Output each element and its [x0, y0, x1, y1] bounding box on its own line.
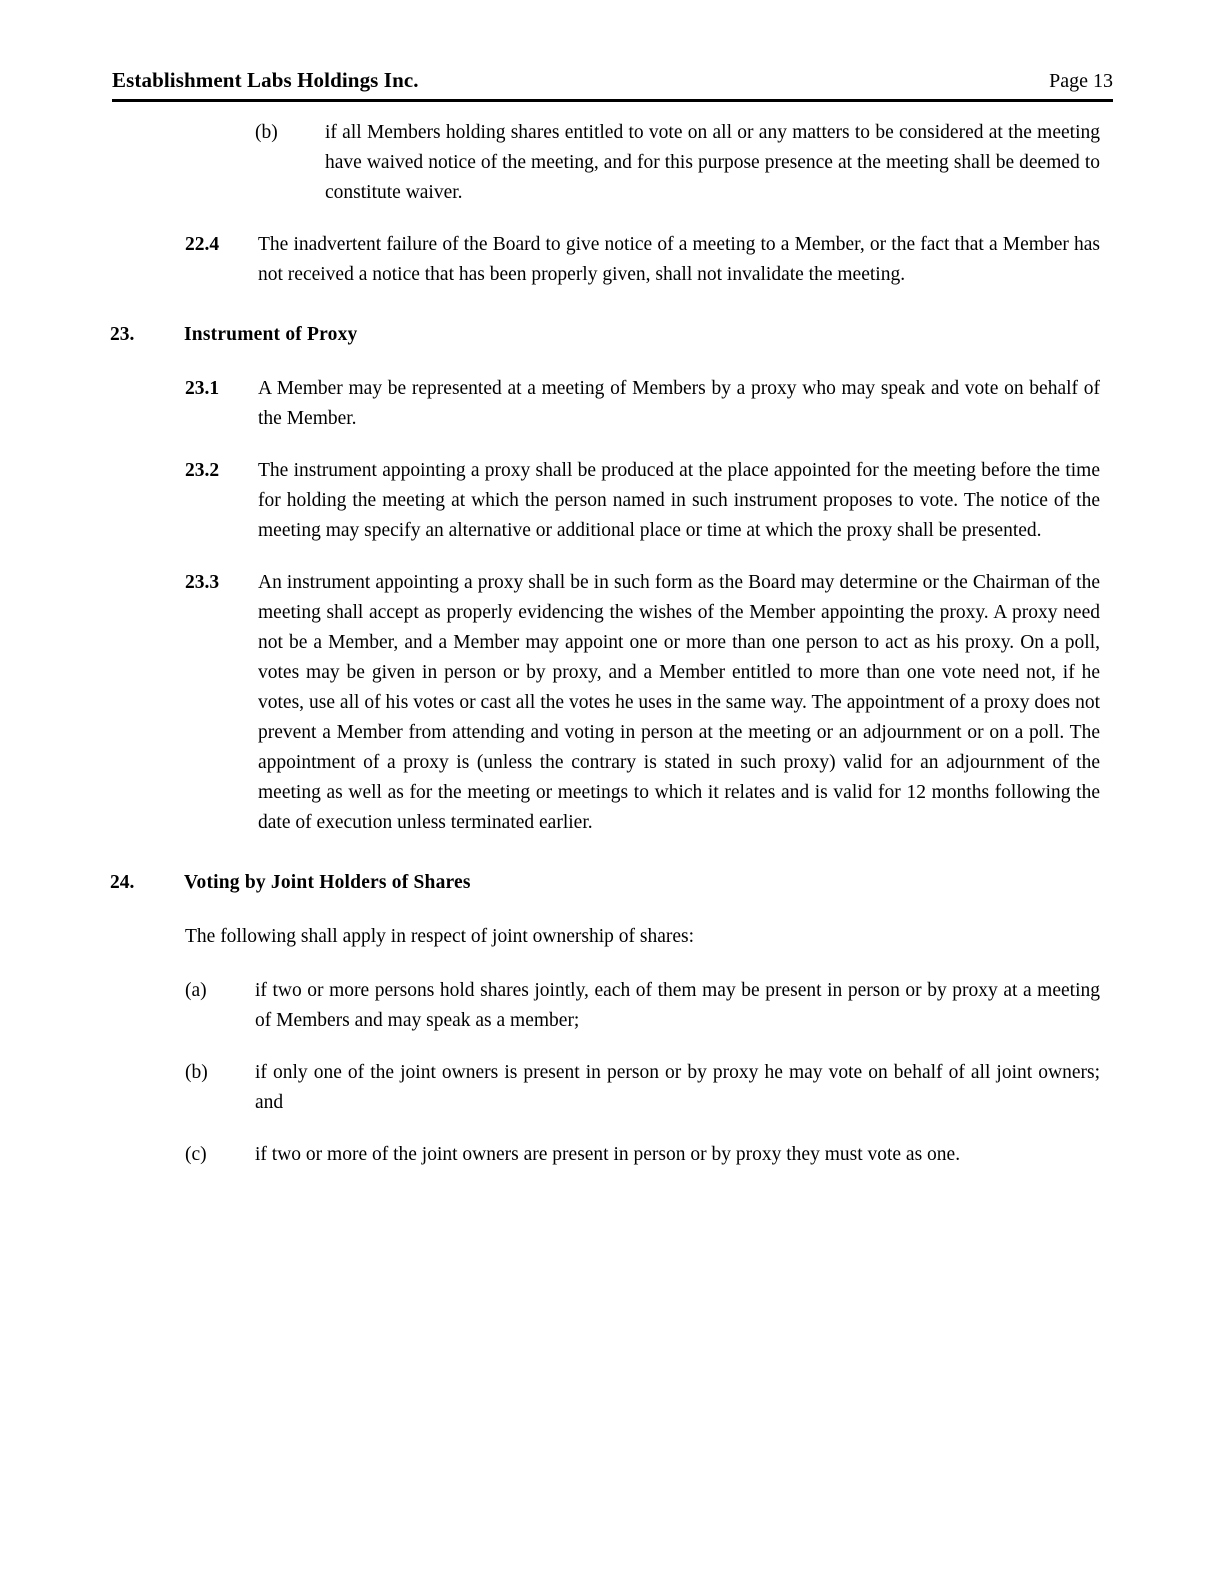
- clause-marker: 23.2: [185, 460, 220, 481]
- clause-text: A Member may be represented at a meeting of Members by a proxy who may speak and vote on behalf of the Member.: [258, 378, 1100, 429]
- section-marker: 23.: [110, 324, 135, 345]
- document-body: [0, 118, 1224, 1192]
- clause-24-a: [0, 976, 1224, 1036]
- clause-24-c: [0, 1140, 1224, 1170]
- clause-marker: 22.4: [185, 234, 220, 255]
- section-heading-23: [0, 320, 1224, 350]
- clause-marker: 23.1: [185, 378, 220, 399]
- clause-marker: 23.3: [185, 572, 220, 593]
- clause-23-2: [0, 456, 1224, 546]
- clause-text: An instrument appointing a proxy shall be in such form as the Board may determine or the Chairman of the meeting shall accept as properly evidencing the wishes of the Member appointing the proxy. A proxy need not be a Member, and a Member may appoint one or more than one person to act as his proxy. On a poll, votes may be given in person or by proxy, and a Member entitled to more than one vote need not, if he votes, use all of his votes or cast all the votes he uses in the same way. The appointment of a proxy does not prevent a Member from attending and voting in person at the meeting or an adjournment or on a poll. The appointment of a proxy is (unless the contrary is stated in such proxy) valid for an adjournment of the meeting as well as for the meeting or meetings to which it relates and is valid for 12 months following the date of execution unless terminated earlier.: [258, 572, 1100, 833]
- section-heading-24: [0, 868, 1224, 898]
- clause-22-4: [0, 230, 1224, 290]
- section-title: Instrument of Proxy: [184, 324, 358, 345]
- section-24-leadin: The following shall apply in respect of joint ownership of shares:: [185, 926, 695, 947]
- clause-23-1: [0, 374, 1224, 434]
- clause-text: if all Members holding shares entitled to vote on all or any matters to be considered at the meeting have waived notice of the meeting, and for this purpose presence at the meeting shall be deemed to constitute waiver.: [325, 122, 1100, 203]
- page-header: [112, 68, 1113, 93]
- clause-text: if two or more of the joint owners are present in person or by proxy they must vote as one.: [255, 1144, 961, 1165]
- header-divider: [112, 99, 1113, 102]
- clause-23-3: [0, 568, 1224, 838]
- clause-marker: (a): [185, 980, 207, 1001]
- document-title: Establishment Labs Holdings Inc.: [112, 68, 419, 92]
- page-number: Page 13: [1049, 70, 1113, 92]
- clause-text: The inadvertent failure of the Board to give notice of a meeting to a Member, or the fact that a Member has not received a notice that has been properly given, shall not invalidate the meeting.: [258, 234, 1100, 285]
- clause-24-b: [0, 1058, 1224, 1118]
- clause-marker: (b): [185, 1062, 208, 1083]
- section-marker: 24.: [110, 872, 135, 893]
- clause-text: if two or more persons hold shares jointly, each of them may be present in person or by proxy at a meeting of Members and may speak as a member;: [255, 980, 1100, 1031]
- clause-marker: (c): [185, 1144, 207, 1165]
- clause-text: if only one of the joint owners is present in person or by proxy he may vote on behalf of all joint owners; and: [255, 1062, 1100, 1113]
- section-title: Voting by Joint Holders of Shares: [184, 872, 471, 893]
- clause-marker: (b): [255, 122, 278, 143]
- clause-22-b: [0, 118, 1224, 208]
- clause-text: The instrument appointing a proxy shall be produced at the place appointed for the meeting before the time for holding the meeting at which the person named in such instrument proposes to vote. The notice of the meeting may specify an alternative or additional place or time at which the proxy shall be presented.: [258, 460, 1100, 541]
